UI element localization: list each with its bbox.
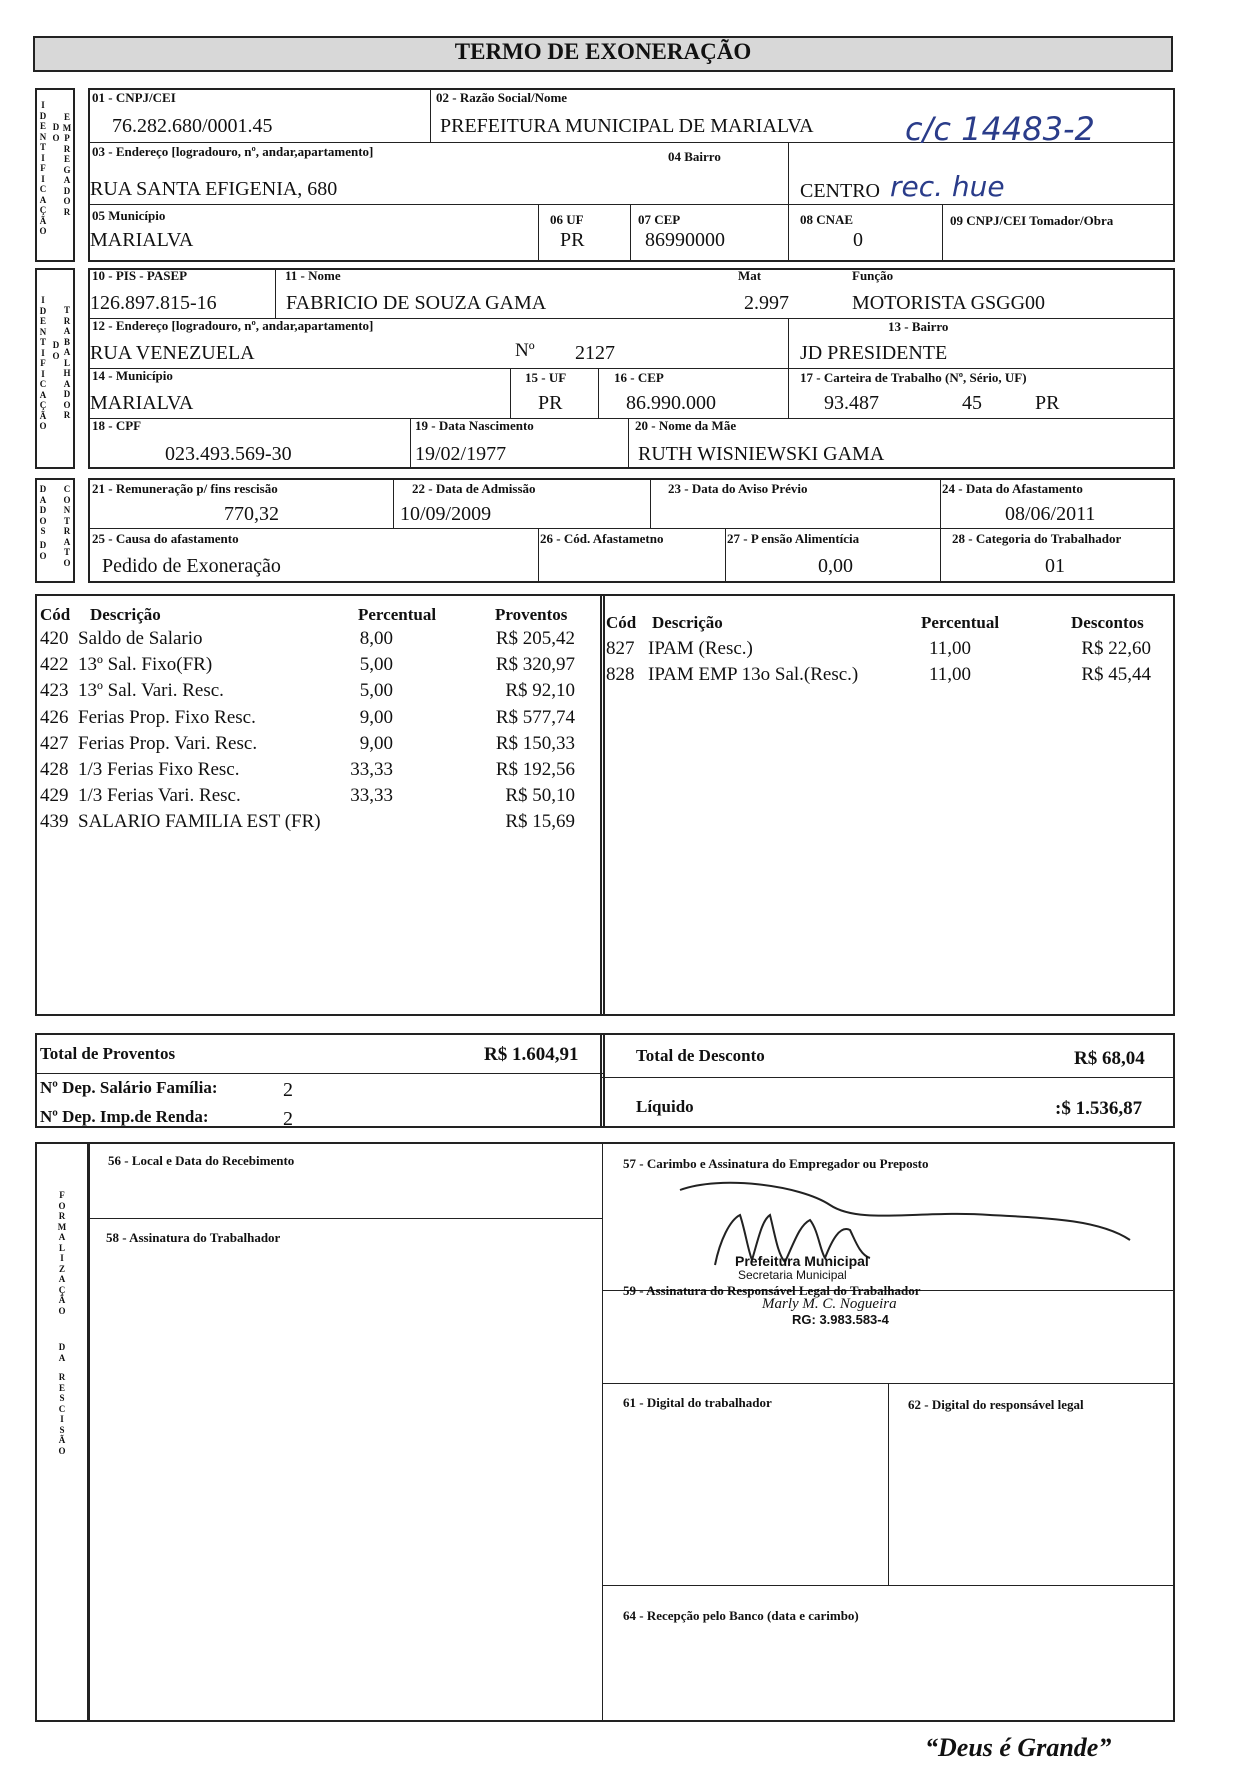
proventos-desc: 13º Sal. Fixo(FR) (78, 654, 213, 676)
desc-header-cod: Cód (606, 613, 637, 632)
proventos-valor: R$ 577,74 (495, 706, 575, 728)
afastamento-value: 08/06/2011 (1005, 503, 1096, 525)
proventos-cod: 423 (40, 680, 69, 702)
proventos-perc: 5,00 (359, 654, 393, 676)
table-row (40, 680, 575, 704)
funcao-value: MOTORISTA GSGG00 (852, 292, 1046, 314)
contract-side-do: D O (39, 540, 47, 561)
endereco-value: RUA SANTA EFIGENIA, 680 (90, 178, 338, 200)
proventos-desc: Saldo de Salario (78, 628, 203, 649)
table-row (40, 759, 575, 783)
proventos-cod: 422 (40, 654, 69, 676)
descontos-perc: 11,00 (928, 664, 971, 686)
dep-imp-renda-value: 2 (283, 1108, 293, 1130)
employer-side-label: I D E N T I F I C A Ç Ã O (39, 100, 47, 236)
cep-label: 07 CEP (638, 212, 681, 227)
proventos-valor: R$ 320,97 (495, 654, 575, 676)
cod-afastamento-label: 26 - Cód. Afastametno (540, 531, 664, 546)
admissao-value: 10/09/2009 (400, 503, 492, 525)
table-row (40, 707, 575, 731)
local-data-label: 56 - Local e Data do Recebimento (108, 1153, 295, 1168)
uf-value: PR (560, 229, 585, 251)
mat-value: 2.997 (744, 292, 789, 314)
worker-uf-label: 15 - UF (525, 370, 567, 385)
liquido-label: Líquido (636, 1097, 694, 1116)
remuneracao-label: 21 - Remuneração p/ fins rescisão (92, 481, 278, 496)
total-desconto-label: Total de Desconto (636, 1046, 765, 1065)
endereco-label: 03 - Endereço [logradouro, nº, andar,apartamento] (92, 144, 374, 159)
proventos-desc: SALARIO FAMILIA EST (FR) (78, 811, 321, 833)
proventos-perc: 9,00 (359, 732, 393, 754)
categoria-value: 01 (1045, 555, 1065, 577)
document-title: TERMO DE EXONERAÇÃO (454, 39, 752, 64)
assinatura-responsavel-label: 59 - Assinatura do Responsável Legal do Trabalhador (623, 1283, 921, 1298)
afastamento-label: 24 - Data do Afastamento (942, 481, 1083, 496)
proventos-desc: 13º Sal. Vari. Resc. (78, 680, 224, 702)
proventos-valor: R$ 192,56 (495, 759, 575, 780)
proventos-perc: 33,33 (350, 759, 393, 780)
mae-value: RUTH WISNIEWSKI GAMA (638, 443, 885, 465)
dep-salario-familia-label: Nº Dep. Salário Família: (40, 1078, 218, 1097)
employer-side-empregador: E M P R E G A D O R (62, 112, 72, 217)
worker-side-label: I D E N T I F I C A Ç Ã O (39, 295, 47, 431)
total-proventos-value: R$ 1.604,91 (484, 1044, 579, 1065)
proventos-perc: 9,00 (359, 706, 393, 728)
table-row (40, 654, 575, 678)
stamp-line-2: Secretaria Municipal (738, 1268, 847, 1282)
assinatura-trabalhador-label: 58 - Assinatura do Trabalhador (106, 1230, 281, 1245)
proventos-header (40, 605, 600, 627)
contract-side-dados: D A D O S (39, 484, 47, 536)
proventos-perc: 8,00 (359, 628, 393, 649)
worker-endereco-value: RUA VENEZUELA (90, 342, 255, 364)
desc-header-desc: Descrição (652, 613, 723, 632)
proventos-valor: R$ 150,33 (495, 732, 575, 754)
formalization-side-label: F O R M A L I Z A Ç Ã O (57, 1190, 67, 1316)
nome-label: 11 - Nome (285, 268, 341, 283)
bairro-value: CENTRO (800, 180, 880, 202)
mae-label: 20 - Nome da Mãe (635, 418, 737, 433)
ctps-uf: PR (1035, 392, 1060, 414)
ctps-number: 93.487 (824, 392, 879, 414)
worker-bairro-label: 13 - Bairro (888, 319, 949, 334)
table-row (606, 664, 1151, 688)
liquido-value: :$ 1.536,87 (1055, 1098, 1143, 1119)
digital-responsavel-label: 62 - Digital do responsável legal (908, 1397, 1084, 1412)
desc-header-valor: Descontos (1071, 613, 1144, 632)
prov-header-valor: Proventos (495, 605, 568, 624)
nascimento-value: 19/02/1977 (415, 443, 507, 465)
nome-value: FABRICIO DE SOUZA GAMA (286, 292, 547, 314)
cpf-label: 18 - CPF (92, 418, 142, 433)
proventos-cod: 428 (40, 759, 69, 780)
proventos-cod: 420 (40, 628, 69, 649)
nascimento-label: 19 - Data Nascimento (415, 418, 534, 433)
carimbo-label: 57 - Carimbo e Assinatura do Empregador ou Preposto (623, 1156, 929, 1171)
cpf-value: 023.493.569-30 (165, 443, 292, 465)
prov-header-cod: Cód (40, 605, 71, 624)
employer-side-do: D O (52, 122, 60, 143)
prov-header-desc: Descrição (90, 605, 161, 624)
aviso-previo-label: 23 - Data do Aviso Prévio (668, 481, 808, 496)
proventos-cod: 426 (40, 706, 69, 728)
descontos-valor: R$ 45,44 (1081, 664, 1151, 686)
pis-label: 10 - PIS - PASEP (92, 268, 188, 283)
causa-label: 25 - Causa do afastamento (92, 531, 239, 546)
table-row (606, 638, 1151, 662)
funcao-label: Função (852, 268, 894, 283)
proventos-cod: 439 (40, 811, 69, 833)
dep-salario-familia-value: 2 (283, 1079, 293, 1101)
stamp-line-1: Prefeitura Municipal (735, 1253, 869, 1269)
recepcao-banco-label: 64 - Recepção pelo Banco (data e carimbo) (623, 1608, 859, 1623)
ctps-serie: 45 (962, 392, 982, 414)
razao-label: 02 - Razão Social/Nome (436, 90, 568, 105)
digital-trabalhador-label: 61 - Digital do trabalhador (623, 1395, 772, 1410)
worker-endereco-label: 12 - Endereço [logradouro, nº, andar,apartamento] (92, 318, 374, 333)
numero-value: 2127 (575, 342, 615, 364)
stamp-name: Marly M. C. Nogueira (762, 1296, 897, 1312)
mat-label: Mat (738, 268, 762, 283)
descontos-cod: 827 (606, 638, 635, 659)
stamp-rg: RG: 3.983.583-4 (792, 1312, 889, 1327)
descontos-desc: IPAM EMP 13o Sal.(Resc.) (648, 664, 859, 686)
worker-cep-value: 86.990.000 (626, 392, 716, 414)
proventos-cod: 429 (40, 785, 69, 807)
handwritten-note-2: rec. hue (890, 170, 1005, 203)
worker-side-do: D O (52, 340, 60, 361)
formalization-side-rescisao: R E S C I S Ã O (58, 1372, 66, 1456)
proventos-cod: 427 (40, 732, 69, 754)
footer-motto: “Deus é Grande” (925, 1733, 1112, 1762)
pensao-value: 0,00 (818, 555, 853, 577)
table-row (40, 733, 575, 757)
dep-imp-renda-label: Nº Dep. Imp.de Renda: (40, 1107, 209, 1126)
proventos-desc: Ferias Prop. Fixo Resc. (78, 706, 256, 728)
cnae-label: 08 CNAE (800, 212, 854, 227)
categoria-label: 28 - Categoria do Trabalhador (952, 531, 1122, 546)
worker-municipio-value: MARIALVA (90, 392, 194, 414)
proventos-valor: R$ 92,10 (505, 680, 575, 702)
worker-side-trabalhador: T R A B A L H A D O R (63, 305, 71, 420)
razao-value: PREFEITURA MUNICIPAL DE MARIALVA (440, 115, 814, 137)
prov-header-perc: Percentual (358, 605, 437, 624)
proventos-perc: 33,33 (350, 785, 393, 807)
worker-uf-value: PR (538, 392, 563, 414)
numero-label: Nº (515, 340, 535, 361)
worker-bairro-value: JD PRESIDENTE (800, 342, 948, 364)
handwritten-note-1: c/c 14483-2 (905, 110, 1095, 148)
worker-municipio-label: 14 - Município (92, 368, 173, 383)
table-row (40, 811, 575, 835)
municipio-value: MARIALVA (90, 229, 194, 251)
proventos-valor: R$ 205,42 (495, 628, 575, 649)
cep-value: 86990000 (645, 229, 725, 251)
cnpj-value: 76.282.680/0001.45 (112, 115, 273, 137)
pensao-label: 27 - P ensão Alimentícia (727, 531, 860, 546)
descontos-perc: 11,00 (928, 638, 971, 659)
bairro-label: 04 Bairro (668, 149, 721, 164)
cnpj-label: 01 - CNPJ/CEI (92, 90, 176, 105)
formalization-side-da: D A (58, 1342, 66, 1363)
table-row (40, 785, 575, 809)
admissao-label: 22 - Data de Admissão (412, 481, 536, 496)
total-desconto-value: R$ 68,04 (1074, 1048, 1145, 1069)
total-proventos-label: Total de Proventos (40, 1044, 176, 1063)
cnae-value: 0 (853, 229, 863, 251)
descontos-valor: R$ 22,60 (1081, 638, 1151, 659)
document-title-bar (33, 36, 1173, 72)
worker-cep-label: 16 - CEP (614, 370, 664, 385)
proventos-desc: Ferias Prop. Vari. Resc. (78, 732, 258, 754)
contract-side-contrato: C O N T R A T O (63, 484, 71, 568)
proventos-desc: 1/3 Ferias Vari. Resc. (78, 785, 241, 807)
proventos-perc: 5,00 (359, 680, 393, 702)
descontos-cod: 828 (606, 664, 635, 686)
descontos-header (606, 613, 1171, 635)
uf-label: 06 UF (550, 212, 584, 227)
descontos-desc: IPAM (Resc.) (648, 638, 753, 659)
tomador-label: 09 CNPJ/CEI Tomador/Obra (950, 213, 1114, 228)
remuneracao-value: 770,32 (224, 503, 279, 525)
causa-value: Pedido de Exoneração (102, 555, 281, 577)
ctps-label: 17 - Carteira de Trabalho (Nº, Sério, UF) (800, 370, 1027, 385)
proventos-desc: 1/3 Ferias Fixo Resc. (78, 759, 240, 780)
desc-header-perc: Percentual (921, 613, 1000, 632)
proventos-valor: R$ 15,69 (505, 811, 575, 833)
pis-value: 126.897.815-16 (90, 292, 217, 314)
proventos-valor: R$ 50,10 (505, 785, 575, 807)
municipio-label: 05 Município (92, 208, 166, 223)
table-row (40, 628, 575, 652)
